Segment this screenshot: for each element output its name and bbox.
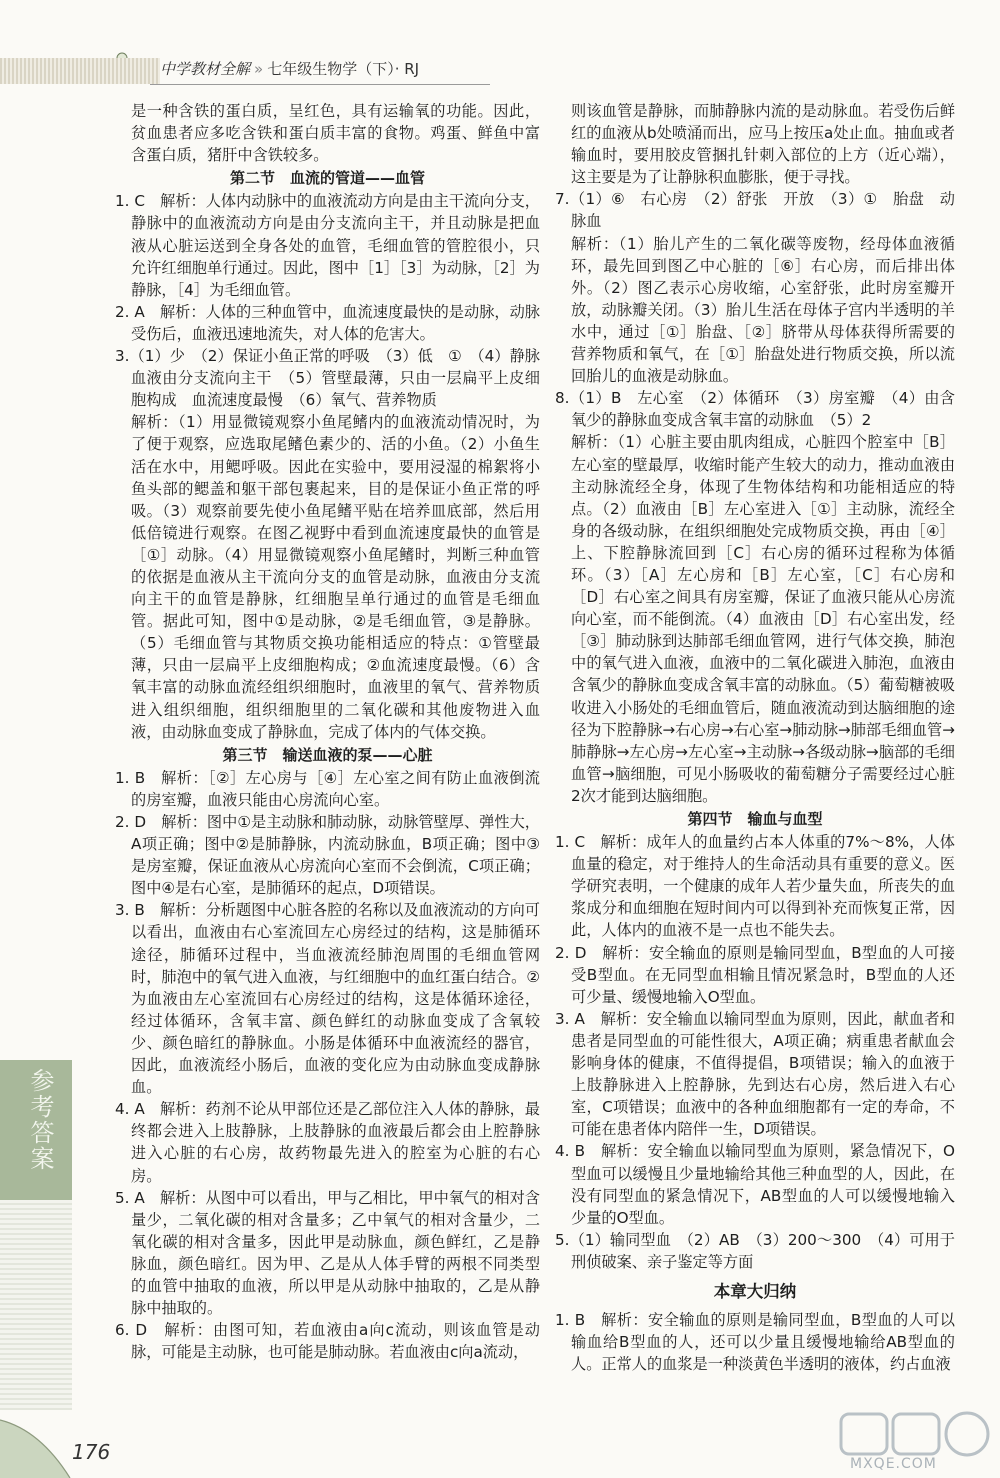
- answer-3-1: 1. B 解析：［②］左心房与［④］左心室之间有防止血液倒流的房室瓣，血液只能由心房流向心室。: [115, 768, 540, 809]
- intro-paragraph: 是一种含铁的蛋白质，呈红色，具有运输氧的功能。因此，贫血患者应多吃含铁和蛋白质丰富的食物。鸡蛋、鲜鱼中富含蛋白质，猪肝中含铁较多。: [131, 102, 540, 165]
- answer-4-2: 2. D 解析：安全输血的原则是输同型血，B型血的人可接受B型血。在无同型血相输且情况紧急时，B型血的人还可少量、缓慢地输入O型血。: [555, 943, 955, 1006]
- watermark-url: MXQE.COM: [850, 1456, 937, 1472]
- answer-2-3-explanation: 解析：（1）用显微镜观察小鱼尾鳍内的血液流动情况时，为了便于观察，应选取尾鳍色素少的、活的小鱼。（2）小鱼生活在水中，用鳃呼吸。因此在实验中，要用浸湿的棉絮将小鱼头部的鳃盖和躯干部包裹起来，目的是保证小鱼正常的呼吸。（3）观察前要先使小鱼尾鳍平贴在培养皿底部，然后用低倍镜进行观察。在图乙视野中看到血流速度最快的血管是［①］动脉。（4）用显微镜观察小鱼尾鳍时，判断三种血管的依据是血液从主干流向分支的血管是动脉，血液由分支流向主干的血管是静脉，红细胞呈单行通过的血管是毛细血管。据此可知，图中①是动脉，②是毛细血管，③是静脉。（5）毛细血管与其物质交换功能相适应的特点：①管壁最薄，只由一层扁平上皮细胞构成；②血流速度最慢。（6）含氧丰富的动脉血流经组织细胞时，血液里的氧气、营养物质进入组织细胞，组织细胞里的二氧化碳和其他废物进入血液，由动脉血变成了静脉血，完成了体内的气体交换。: [131, 413, 540, 741]
- answer-3-7: 7.（1）⑥ 右心房 （2）舒张 开放 （3）① 胎盘 动脉血: [555, 190, 955, 231]
- answer-4-5: 5.（1）输同型血 （2）AB （3）200～300 （4）可用于刑侦破案、亲子鉴定等方面: [555, 1230, 955, 1271]
- header-subtitle: 七年级生物学（下）· RJ: [267, 60, 420, 78]
- right-column: [555, 100, 955, 1375]
- answer-2-1: 1. C 解析：人体内动脉中的血液流动方向是由主干流向分支，静脉中的血液流动方向是由分支流向主干，并且动脉是把血液从心脏运送到全身各处的血管，毛细血管的管腔很小，只允许红细胞单行通过。因此，图中［1］［3］为动脉，［2］为静脉，［4］为毛细血管。: [115, 192, 540, 299]
- answer-3-7-explanation: 解析：（1）胎儿产生的二氧化碳等废物，经母体血液循环，最先回到图乙中心脏的［⑥］右心房，而后排出体外。（2）图乙表示心房收缩，心室舒张，此时房室瓣开放，动脉瓣关闭。（3）胎儿生活在母体子宫内半透明的羊水中，通过［①］胎盘、［②］脐带从母体获得所需要的营养物质和氧气，在［①］胎盘处进行物质交换，所以流回胎儿的血液是动脉血。: [571, 234, 955, 386]
- answer-4-1: 1. C 解析：成年人的血量约占本人体重的7%～8%，人体血量的稳定，对于维持人的生命活动具有重要的意义。医学研究表明，一个健康的成年人若少量失血，所丧失的血浆成分和血细胞在短时间内可以得到补充而恢复正常，因此，人体内的血液不是一点也不能失去。: [555, 833, 955, 940]
- side-tab-texture: [0, 1200, 72, 1410]
- answer-4-4: 4. B 解析：安全输血以输同型血为原则，紧急情况下，O型血可以缓慢且少量地输给其他三种血型的人，因此，在没有同型血的紧急情况下，AB型血的人可以缓慢地输入少量的O型血。: [555, 1142, 955, 1227]
- page-number: 176: [72, 1440, 111, 1464]
- answer-4-3: 3. A 解析：安全输血以输同型血为原则，因此，献血者和患者是同型血的可能性很大，A项正确；病重患者献血会影响身体的健康，不值得提倡，B项错误；输入的血液于上肢静脉进入上腔静脉，先到达右心房，然后进入右心室，C项错误；血液中的各种血细胞都有一定的寿命，不可能在患者体内陪伴一生，D项错误。: [555, 1009, 955, 1139]
- answer-3-8: 8.（1）B 左心室 （2）体循环 （3）房室瓣 （4）由含氧少的静脉血变成含氧丰富的动脉血 （5）2: [555, 389, 955, 430]
- answer-3-5: 5. A 解析：从图中可以看出，甲与乙相比，甲中氧气的相对含量少，二氧化碳的相对含量多；乙中氧气的相对含量少，二氧化碳的相对含量多，因此甲是动脉血，颜色鲜红，乙是静脉血，颜色暗红。因为甲、乙是从人体手臂的两根不同类型的血管中抽取的血液，所以甲是从动脉中抽取的，乙是从静脉中抽取的。: [115, 1188, 540, 1318]
- header-separator: »: [254, 60, 264, 78]
- chapter-summary-title: 本章大归纳: [713, 1281, 797, 1301]
- left-column: [115, 100, 556, 1363]
- side-tab-label: 参考答案: [26, 1068, 54, 1172]
- answer-3-3: 3. B 解析：分析题图中心脏各腔的名称以及血液流动的方向可以看出，血液由右心室流回左心房经过的结构，这是肺循环途径，肺循环过程中，当血液流经肺泡周围的毛细血管网时，肺泡中的氧气进入血液，与红细胞中的血红蛋白结合。②为血液由左心室流回右心房经过的结构，这是体循环途径，经过体循环，含氧丰富、颜色鲜红的动脉血变成了含氧较少、颜色暗红的静脉血。小肠是体循环中血液流经的器官，因此，血液流经小肠后，血液的变化应为由动脉血变成静脉血。: [115, 901, 540, 1097]
- answer-3-4: 4. A 解析：药剂不论从甲部位还是乙部位注入人体的静脉，最终都会进入上肢静脉，上肢静脉的血液最后都会由上腔静脉进入心脏的右心房，故药物最先进入的腔室为心脏的右心房。: [115, 1100, 540, 1185]
- answer-summary-1: 1. B 解析：安全输血的原则是输同型血，B型血的人可以输血给B型血的人，还可以少量且缓慢地输给AB型血的人。正常人的血浆是一种淡黄色半透明的液体，约占血液: [555, 1311, 955, 1374]
- side-tab: [0, 1060, 72, 1200]
- section-title-blood-vessels: 第二节 血流的管道——血管: [229, 169, 425, 188]
- header-brand: 中学教材全解: [160, 60, 251, 78]
- header-rule: [150, 84, 490, 85]
- answer-3-6-continued: 则该血管是静脉，而肺静脉内流的是动脉血。若受伤后鲜红的血液从b处喷涌而出，应马上按压a处止血。抽血或者输血时，要用胶皮管捆扎针刺入部位的上方（近心端），这主要是为了让静脉积血膨胀，便于寻找。: [571, 102, 955, 187]
- section-title-transfusion: 第四节 输血与血型: [687, 810, 823, 828]
- answer-3-6: 6. D 解析：由图可知，若血液由a向c流动，则该血管是动脉，可能是主动脉，也可能是肺动脉。若血液由c向a流动，: [115, 1321, 540, 1362]
- answer-2-3: 3.（1）少 （2）保证小鱼正常的呼吸 （3）低 ① （4）静脉 血液由分支流向主干 （5）管壁最薄，只由一层扁平上皮细胞构成 血流速度最慢 （6）氧气、营养物质: [115, 347, 556, 410]
- header-band: [0, 58, 160, 84]
- page-corner-decoration: [0, 1400, 110, 1478]
- page-header: [0, 0, 1000, 100]
- answer-3-8-explanation: 解析：（1）心脏主要由肌肉组成，心脏四个腔室中［B］左心室的壁最厚，收缩时能产生较大的动力，推动血液由主动脉流经全身，体现了生物体结构和功能相适应的特点。（2）血液由［B］左心室进入［①］主动脉，流经全身的各级动脉，在组织细胞处完成物质交换，再由［④］上、下腔静脉流回到［C］右心房的循环过程称为体循环。（3）［A］左心房和［B］左心室，［C］右心房和［D］右心室之间具有房室瓣，保证了血液只能从心房流向心室，而不能倒流。（4）血液由［D］右心室出发，经［③］肺动脉到达肺部毛细血管网，进行气体交换，肺泡中的氧气进入血液，血液中的二氧化碳进入肺泡，血液由含氧少的静脉血变成含氧丰富的动脉血。（5）葡萄糖被吸收进入小肠处的毛细血管后，随血液流动到达脑细胞的途径为下腔静脉→右心房→右心室→肺动脉→肺部毛细血管→肺静脉→左心房→左心室→主动脉→各级动脉→脑部的毛细血管→脑细胞，可见小肠吸收的葡萄糖分子需要经过心脏2次才能到达脑细胞。: [571, 433, 955, 805]
- header-title: [160, 58, 419, 79]
- section-title-heart: 第三节 输送血液的泵——心脏: [222, 745, 433, 764]
- answer-3-2: 2. D 解析：图中①是主动脉和肺动脉，动脉管壁厚、弹性大，A项正确；图中②是肺静脉，内流动脉血，B项正确；图中③是房室瓣，保证血液从心房流向心室而不会倒流，C项正确；图中④是右心室，是肺循环的起点，D项错误。: [115, 813, 540, 898]
- answer-2-2: 2. A 解析：人体的三种血管中，血流速度最快的是动脉，动脉受伤后，血液迅速地流失，对人体的危害大。: [115, 302, 540, 343]
